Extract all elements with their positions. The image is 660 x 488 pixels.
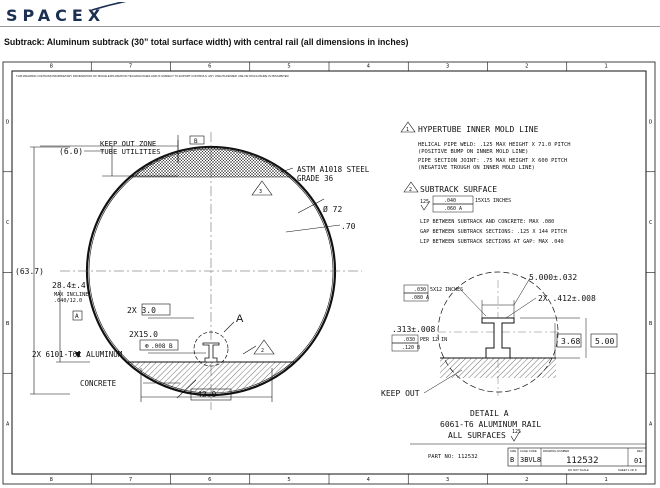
zone-row-left-B: B [6, 320, 10, 327]
spacex-logo-image [4, 2, 144, 26]
note-2-fcf-c-val: .060 A [444, 206, 463, 212]
dim-368-label: 3.68 [561, 337, 581, 346]
dim-500-label: 5.00 [595, 337, 615, 346]
detail-fcf-1c-val: .080 A [411, 295, 430, 301]
detail-keep-out-label: KEEP OUT [381, 389, 420, 398]
size-value: B [510, 456, 515, 464]
zone-col-top-7: 7 [128, 63, 133, 70]
note-2-finish: 125 [420, 199, 430, 205]
dim-28-4-label: 28.4±.4 [52, 281, 86, 290]
zone-col-bottom-1: 1 [604, 477, 608, 483]
rev-label: REV [637, 449, 643, 453]
logo-wordmark: SPACEX [6, 6, 106, 25]
aluminum-label: 2X 6101-T61 ALUMINUM [32, 350, 123, 359]
detail-finish-value: 125 [512, 429, 522, 435]
dim-5-000-label: 5.000±.032 [529, 273, 578, 282]
dim-63-7-label: (63.7) [15, 267, 44, 276]
zone-row-left-A: A [6, 421, 10, 428]
zone-row-right-A: A [649, 421, 653, 428]
detail-rail-profile [482, 318, 514, 358]
zone-row-left-C: C [6, 220, 10, 227]
zone-col-top-8: 8 [49, 63, 53, 70]
note-1-line-2: (POSITIVE BUMP ON INNER MOLD LINE) [418, 149, 529, 155]
keep-out-zone-label: KEEP OUT ZONE [100, 139, 157, 148]
header-rule [0, 26, 660, 27]
zone-col-bottom-8: 8 [49, 477, 53, 483]
detail-title: DETAIL A [470, 409, 509, 418]
detail-material: 6061-T6 ALUMINUM RAIL [440, 420, 542, 429]
detail-concrete [440, 358, 556, 378]
max-incline-label: MAX INCLINE [54, 292, 89, 298]
note-3-number: 3 [259, 189, 263, 195]
note-2-line-1: LIP BETWEEN SUBTRACK AND CONCRETE: MAX .080 [420, 219, 555, 225]
note-2-fcf-b-val: 15X15 INCHES [475, 198, 512, 204]
dim-15-label: 2X15.0 [129, 330, 158, 339]
steel-grade-label: GRADE 36 [297, 174, 334, 183]
note-2-line-2: GAP BETWEEN SUBTRACK SECTIONS: .125 X 144 PITCH [420, 229, 567, 235]
notes [401, 122, 571, 245]
zone-col-bottom-2: 2 [525, 477, 529, 483]
zone-col-bottom-3: 3 [445, 477, 450, 483]
zone-col-top-6: 6 [208, 63, 212, 70]
zone-row-right-B: B [649, 320, 653, 327]
zone-col-top-5: 5 [287, 63, 291, 70]
detail-fcf-1b-val: 5X12 INCHES [430, 287, 464, 293]
concrete-label: CONCRETE [80, 379, 117, 388]
zone-row-right-D: D [649, 119, 653, 126]
dim-3-label: 2X 3.0 [127, 306, 156, 315]
note-2-fcf-a-val: .040 [444, 198, 457, 204]
drawing-number: 112532 [566, 456, 599, 466]
cage-label: CAGE CODE [520, 449, 537, 453]
note-2-line-3: LIP BETWEEN SUBTRACK SECTIONS AT GAP: MAX .040 [420, 239, 564, 245]
dim-42-label: 42.0 [197, 390, 217, 399]
sheet-note: SHEET 1 OF 8 [618, 468, 637, 472]
zone-col-top-4: 4 [366, 63, 370, 70]
zone-col-top-3: 3 [445, 63, 450, 70]
zone-col-bottom-6: 6 [208, 477, 212, 483]
incline-value-label: .040/12.0 [54, 298, 83, 304]
dim-412-label: 2X .412±.008 [538, 294, 596, 303]
flatness-value: .008 B [151, 343, 173, 350]
diameter-label: Ø 72 [323, 205, 343, 214]
detail-fcf-2a-val: .030 [403, 337, 416, 343]
figure-caption: Subtrack: Aluminum subtrack (30” total surface width) with central rail (all dimensions in inches) [4, 37, 409, 47]
tube-utilities-label: TUBE UTILITIES [100, 147, 161, 156]
position-symbol: ⊕ [145, 342, 149, 350]
note-2-number-main: 2 [261, 348, 265, 354]
center-rail-section [203, 343, 219, 362]
note-2-title: SUBTRACK SURFACE [420, 185, 498, 194]
note-1-title: HYPERTUBE INNER MOLD LINE [418, 125, 539, 134]
zone-col-bottom-5: 5 [287, 477, 291, 483]
detail-surfaces: ALL SURFACES [448, 431, 506, 440]
wall-thickness-label: .70 [341, 222, 356, 231]
detail-a-callout: A [236, 313, 244, 325]
note-1-line-4: (NEGATIVE TROUGH ON INNER MOLD LINE) [418, 165, 535, 171]
steel-spec-label: ASTM A1018 STEEL [297, 165, 370, 174]
dim-6-label: (6.0) [59, 147, 84, 156]
note-1-line-3: PIPE SECTION JOINT: .75 MAX HEIGHT X 600 PITCH [418, 158, 568, 164]
scale-note: DO NOT SCALE [568, 468, 589, 472]
zone-row-right-C: C [649, 220, 653, 227]
engineering-drawing [0, 60, 660, 488]
dim-313-label: .313±.008 [392, 325, 436, 334]
zone-col-bottom-7: 7 [128, 477, 133, 483]
dwg-label: DRAWING NUMBER [543, 449, 570, 453]
zone-col-bottom-4: 4 [366, 477, 370, 483]
zone-col-top-1: 1 [604, 63, 608, 70]
datum-a-label: A [75, 313, 79, 320]
title-block [410, 444, 646, 472]
cage-value: 3BVL8 [520, 456, 542, 464]
proprietary-notice: THIS DRAWING CONTAINS PROPRIETARY INFORMATION OF SPACE EXPLORATION TECHNOLOGIES AND IS SUBJECT TO EXPORT CONTROLS. ANY UNAUTHORIZED USE OR DISCLOSURE IS PROHIBITED. [16, 74, 290, 78]
part-number: PART NO: 112532 [428, 454, 478, 460]
zone-row-left-D: D [6, 119, 10, 126]
size-label: SIZE [510, 449, 517, 453]
detail-fcf-2c-val: .120 B [402, 345, 421, 351]
note-1-line-1: HELICAL PIPE WELD: .125 MAX HEIGHT X 71.0 PITCH [418, 142, 571, 148]
zone-col-top-2: 2 [525, 63, 529, 70]
revision-value: 01 [634, 457, 643, 465]
datum-b-top: B [194, 138, 198, 145]
note-1-number: 1 [406, 127, 410, 133]
detail-fcf-2b-val: PER 12 IN [420, 337, 448, 343]
note-2-number: 2 [409, 187, 413, 193]
detail-a-view [381, 272, 617, 441]
detail-fcf-1a-val: .030 [414, 287, 427, 293]
